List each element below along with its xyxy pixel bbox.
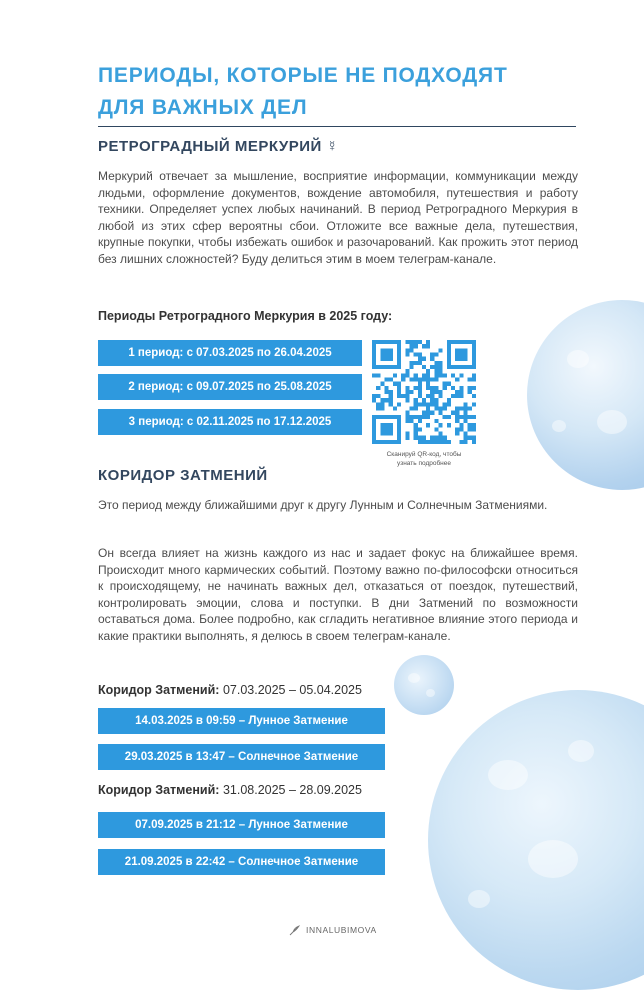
eclipse-corridor-1-range: 07.03.2025 – 05.04.2025: [222, 683, 362, 697]
footer-brand[interactable]: [289, 924, 377, 936]
qr-caption: Сканируй QR-код, чтобы узнать подробнее: [386, 451, 462, 467]
eclipse-corridor-1: [98, 683, 362, 697]
mercury-period-button-3[interactable]: 3 период: с 02.11.2025 по 17.12.2025: [98, 409, 362, 435]
eclipse-corridor-2-label: Коридор Затмений:: [98, 783, 220, 797]
eclipse-intro: Это период между ближайшими друг к другу Лунным и Солнечным Затмениями.: [98, 498, 548, 512]
moon-image-small: [394, 655, 454, 715]
mercury-period-button-2[interactable]: 2 период: с 09.07.2025 по 25.08.2025: [98, 374, 362, 400]
eclipse-event-button-4[interactable]: 21.09.2025 в 22:42 – Солнечное Затмение: [98, 849, 385, 875]
moon-image-large: [428, 690, 644, 990]
eclipse-body: Он всегда влияет на жизнь каждого из нас и задает фокус на ближайшее время. Происходит много кармических событий. Поэтому важно по-философски относиться к происходящему, не начинать важных дел, отказаться от поездок, путешествий, контролировать эмоции, слова и поступки. В дни Затмений по возможности оставаться дома. Более подробно, как сгладить негативное влияние этого периода и какие практики выполнять, я делюсь в своем телеграм-канале.: [98, 546, 578, 643]
mercury-description: Меркурий отвечает за мышление, восприятие информации, коммуникации между людьми, оформление документов, вождение автомобиля, путешествия и работу техники. Определяет успех любых начинаний. В период Ретроградного Меркурия в любой из этих сфер вероятны сбои. Отложите все важные дела, путешествия, крупные покупки, чтобы избежать ошибок и разочарований. Как прожить этот период без лишних сложностей? Буду делиться этим в моем телеграм-канале.: [98, 169, 578, 266]
eclipse-event-button-3[interactable]: 07.09.2025 в 21:12 – Лунное Затмение: [98, 812, 385, 838]
title-divider: [98, 126, 576, 127]
moon-image-top: [527, 300, 644, 490]
quill-icon: [289, 924, 301, 936]
eclipse-event-button-2[interactable]: 29.03.2025 в 13:47 – Солнечное Затмение: [98, 744, 385, 770]
qr-code[interactable]: [372, 340, 476, 444]
eclipse-event-button-1[interactable]: 14.03.2025 в 09:59 – Лунное Затмение: [98, 708, 385, 734]
mercury-heading: РЕТРОГРАДНЫЙ МЕРКУРИЙ ☿: [98, 138, 339, 155]
eclipse-heading: КОРИДОР ЗАТМЕНИЙ: [98, 467, 268, 484]
eclipse-corridor-2-range: 31.08.2025 – 28.09.2025: [222, 783, 362, 797]
footer-brand-label: INNALUBIMOVA: [306, 925, 377, 935]
page-title: ПЕРИОДЫ, КОТОРЫЕ НЕ ПОДХОДЯТ ДЛЯ ВАЖНЫХ ДЕЛ: [98, 64, 508, 119]
eclipse-corridor-2: [98, 783, 362, 797]
eclipse-corridor-1-label: Коридор Затмений:: [98, 683, 220, 697]
mercury-periods-heading: Периоды Ретроградного Меркурия в 2025 году:: [98, 309, 393, 323]
mercury-period-button-1[interactable]: 1 период: с 07.03.2025 по 26.04.2025: [98, 340, 362, 366]
